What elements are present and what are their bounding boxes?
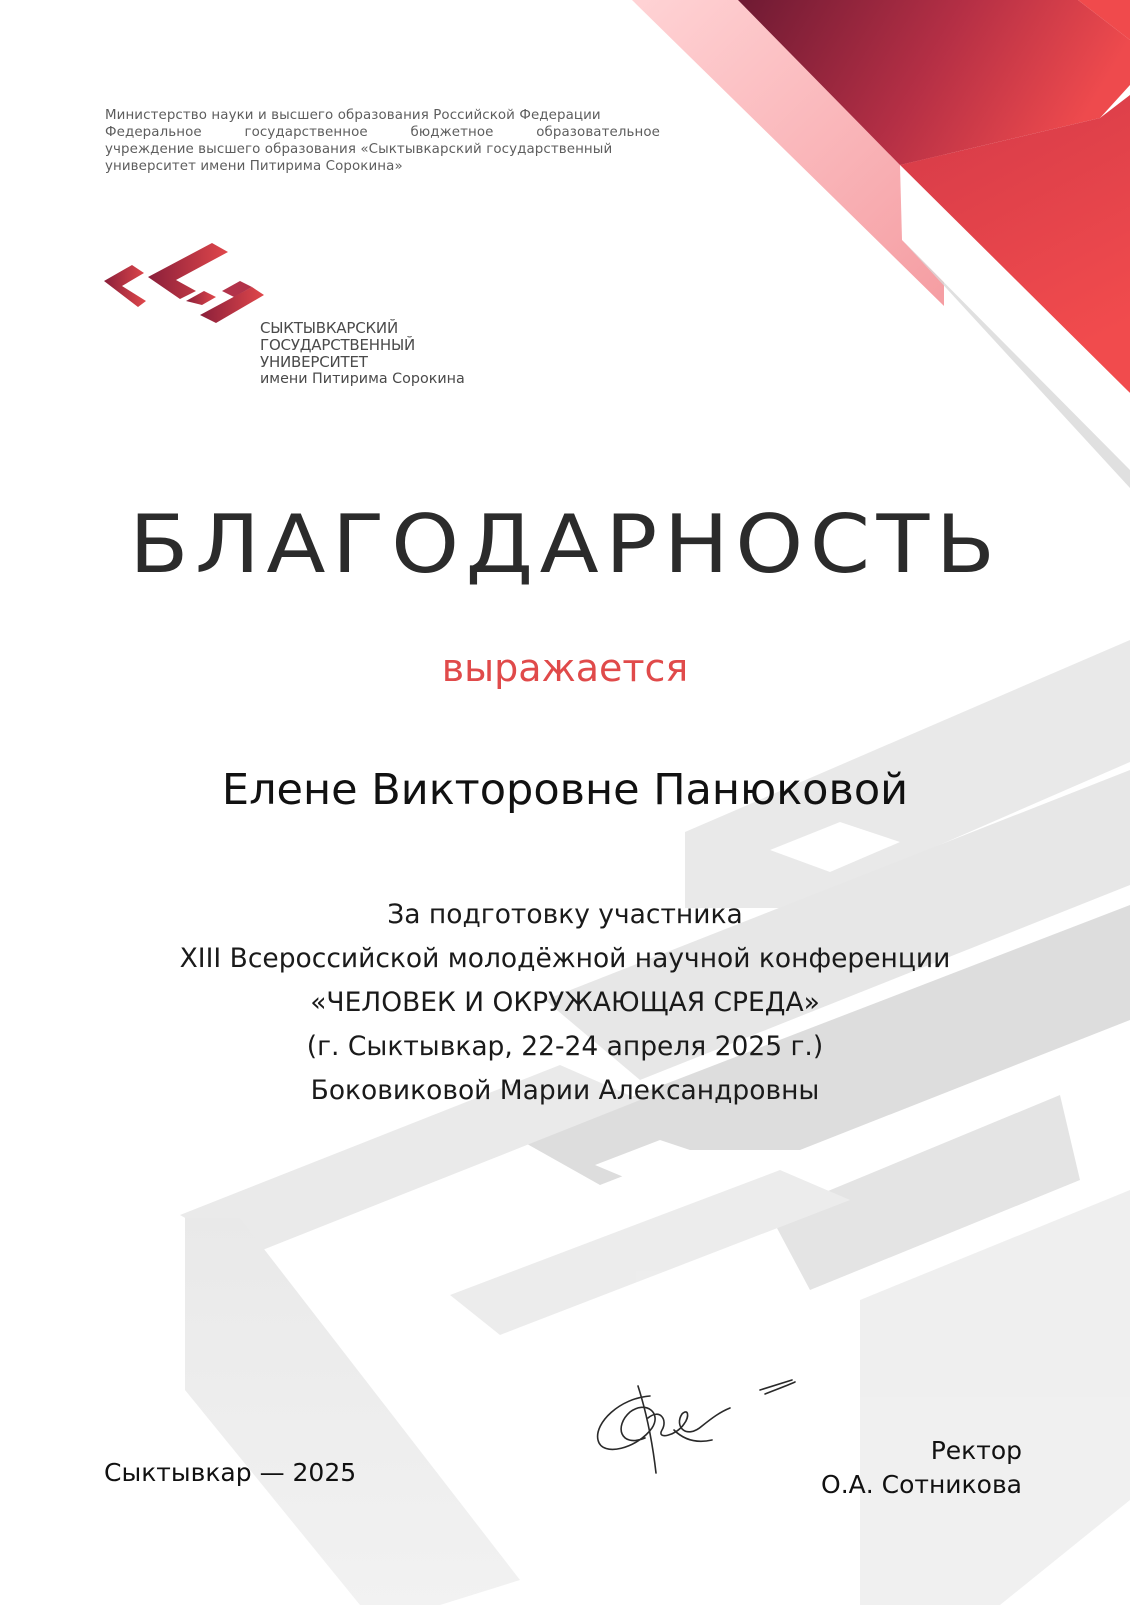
certificate-subtitle: выражается [441, 646, 689, 690]
ministry-header [105, 107, 660, 175]
body-line-2: XIII Всероссийской молодёжной научной конференции [179, 943, 951, 974]
watermark-band-5 [185, 1218, 520, 1605]
ministry-line-3: учреждение высшего образования «Сыктывкарский государственный [105, 142, 613, 157]
rector-block [821, 1434, 1022, 1502]
ministry-line-4: университет имени Питирима Сорокина» [105, 159, 403, 174]
logo-line-2: ГОСУДАРСТВЕННЫЙ [260, 336, 416, 354]
ministry-line-1: Министерство науки и высшего образования Российской Федерации [105, 108, 601, 123]
body-line-3: «ЧЕЛОВЕК И ОКРУЖАЮЩАЯ СРЕДА» [310, 987, 820, 1018]
place-and-year: Сыктывкар — 2025 [104, 1458, 357, 1487]
logo-line-3: УНИВЕРСИТЕТ [260, 353, 368, 371]
corner-ribbons [632, 0, 1130, 488]
certificate-title: БЛАГОДАРНОСТЬ [129, 498, 1002, 591]
recipient-name: Елене Викторовне Панюковой [221, 765, 909, 815]
university-logo-icon [104, 243, 264, 325]
logo-line-4: имени Питирима Сорокина [260, 371, 465, 387]
rector-name: О.А. Сотникова [821, 1470, 1022, 1499]
rector-signature [590, 1378, 820, 1488]
body-line-1: За подготовку участника [387, 899, 743, 930]
body-line-4: (г. Сыктывкар, 22-24 апреля 2025 г.) [306, 1031, 824, 1062]
university-logo-text [260, 320, 465, 388]
body-line-5: Боковиковой Марии Александровны [310, 1075, 820, 1106]
ministry-line-2: Федеральное государственное бюджетное образовательное [105, 125, 660, 140]
rector-position: Ректор [930, 1436, 1022, 1465]
logo-line-1: СЫКТЫВКАРСКИЙ [260, 319, 398, 337]
certificate-body [0, 893, 1130, 1113]
